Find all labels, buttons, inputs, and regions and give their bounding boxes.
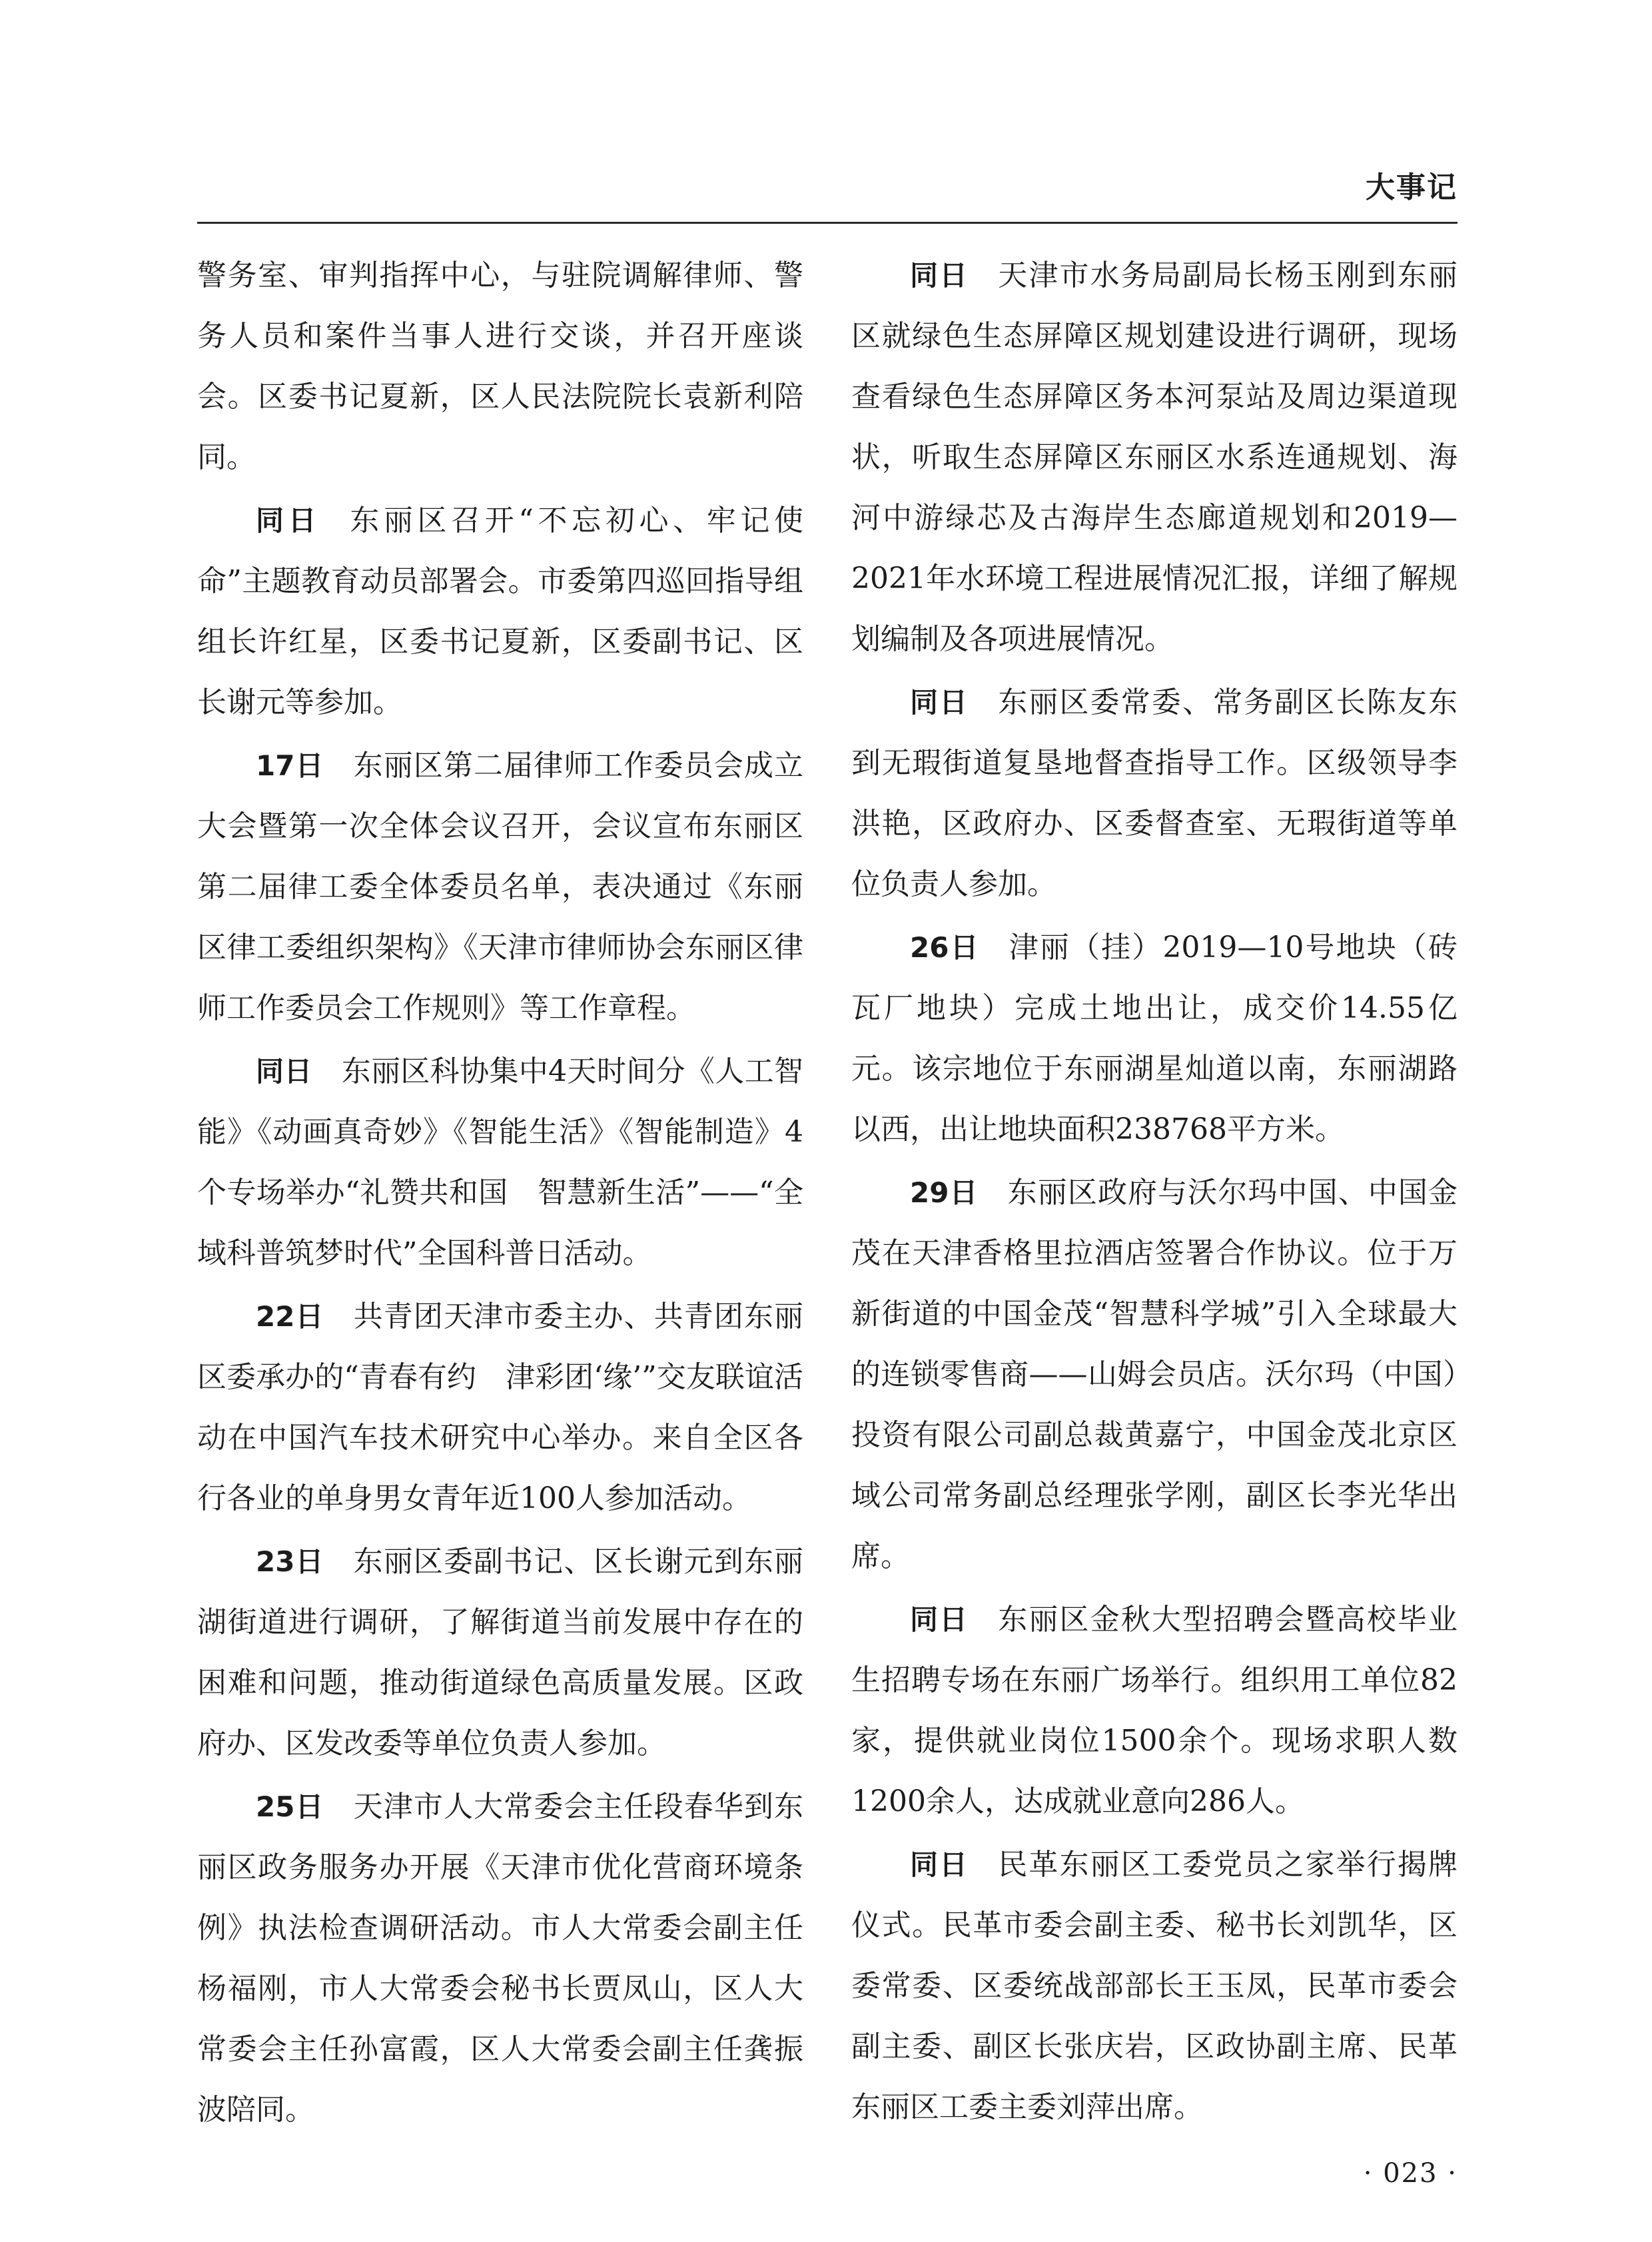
event-entry (197, 490, 803, 733)
event-entry (851, 1589, 1457, 1832)
event-entry (197, 1531, 803, 1774)
event-entry (851, 245, 1457, 669)
event-date: 17日 (256, 749, 324, 782)
event-entry (197, 245, 803, 488)
section-title: 大事记 (1366, 171, 1457, 204)
header-divider (197, 222, 1457, 224)
event-date: 同日 (910, 1603, 969, 1636)
event-date: 23日 (256, 1545, 324, 1578)
event-date: 22日 (256, 1300, 324, 1333)
event-entry (851, 1834, 1457, 2137)
event-text: 东丽区召开“不忘初心、牢记使命”主题教育动员部署会。市委第四巡回指导组组长许红星，区委书记夏新，区委副书记、区长谢元等参加。 (197, 504, 803, 719)
event-text: 东丽区第二届律师工作委员会成立大会暨第一次全体会议召开，会议宣布东丽区第二届律工委全体委员名单，表决通过《东丽区律工委组织架构》《天津市律师协会东丽区律师工作委员会工作规则》等工作章程。 (197, 749, 804, 1025)
event-entry (197, 735, 803, 1038)
page-number: · 023 · (1363, 2158, 1457, 2189)
event-text: 民革东丽区工委党员之家举行揭牌仪式。民革市委会副主委、秘书长刘凯华，区委常委、区委统战部部长王玉凤，民革市委会副主委、副区长张庆岩，区政协副主席、民革东丽区工委主委刘萍出席。 (851, 1848, 1457, 2124)
event-date: 同日 (910, 1848, 969, 1881)
event-date: 同日 (256, 1055, 312, 1088)
event-entry (851, 672, 1457, 915)
right-column (851, 245, 1457, 2140)
event-text: 东丽区科协集中4天时间分《人工智能》《动画真奇妙》《智能生活》《智能制造》4个专场举办“礼赞共和国 智慧新生活”——“全域科普筑梦时代”全国科普日活动。 (197, 1054, 803, 1270)
left-column (197, 245, 803, 2143)
event-entry (197, 1286, 803, 1529)
event-date: 25日 (256, 1790, 324, 1823)
event-text: 东丽区委常委、常务副区长陈友东到无瑕街道复垦地督查指导工作。区级领导李洪艳，区政府办、区委督查室、无瑕街道等单位负责人参加。 (851, 685, 1457, 901)
event-date: 同日 (910, 686, 969, 719)
event-entry (851, 917, 1457, 1160)
event-text: 东丽区委副书记、区长谢元到东丽湖街道进行调研，了解街道当前发展中存在的困难和问题，推动街道绿色高质量发展。区政府办、区发改委等单位负责人参加。 (197, 1545, 804, 1760)
event-entry (197, 1041, 803, 1284)
event-text: 天津市人大常委会主任段春华到东丽区政务服务办开展《天津市优化营商环境条例》执法检查调研活动。市人大常委会副主任杨福刚，市人大常委会秘书长贾凤山，区人大常委会主任孙富霞，区人大常委会副主任龚振波陪同。 (197, 1790, 804, 2127)
event-date: 同日 (910, 259, 969, 292)
event-text: 津丽（挂）2019—10号地块（砖瓦厂地块）完成土地出让，成交价14.55亿元。该宗地位于东丽湖星灿道以南，东丽湖路以西，出让地块面积238768平方米。 (851, 931, 1457, 1146)
event-text: 东丽区政府与沃尔玛中国、中国金茂在天津香格里拉酒店签署合作协议。位于万新街道的中国金茂“智慧科学城”引入全球最大的连锁零售商——山姆会员店。沃尔玛（中国）投资有限公司副总裁黄嘉宁，中国金茂北京区域公司常务副总经理张学刚，副区长李光华出席。 (851, 1176, 1458, 1573)
event-entry (197, 1776, 803, 2140)
event-text: 天津市水务局副局长杨玉刚到东丽区就绿色生态屏障区规划建设进行调研，现场查看绿色生态屏障区务本河泵站及周边渠道现状，听取生态屏障区东丽区水系连通规划、海河中游绿芯及古海岸生态廊道规划和2019—2021年水环境工程进展情况汇报，详细了解规划编制及各项进展情况。 (851, 258, 1457, 656)
event-date: 同日 (256, 504, 321, 537)
event-date: 26日 (910, 931, 980, 964)
event-text: 警务室、审判指挥中心，与驻院调解律师、警务人员和案件当事人进行交谈，并召开座谈会。区委书记夏新，区人民法院院长袁新利陪同。 (197, 258, 803, 474)
event-date: 29日 (910, 1176, 979, 1209)
event-entry (851, 1162, 1457, 1587)
event-text: 东丽区金秋大型招聘会暨高校毕业生招聘专场在东丽广场举行。组织用工单位82家，提供就业岗位1500余个。现场求职人数1200余人，达成就业意向286人。 (851, 1603, 1457, 1818)
event-text: 共青团天津市委主办、共青团东丽区委承办的“青春有约 津彩团‘缘’”交友联谊活动在中国汽车技术研究中心举办。来自全区各行各业的单身男女青年近100人参加活动。 (197, 1300, 804, 1515)
